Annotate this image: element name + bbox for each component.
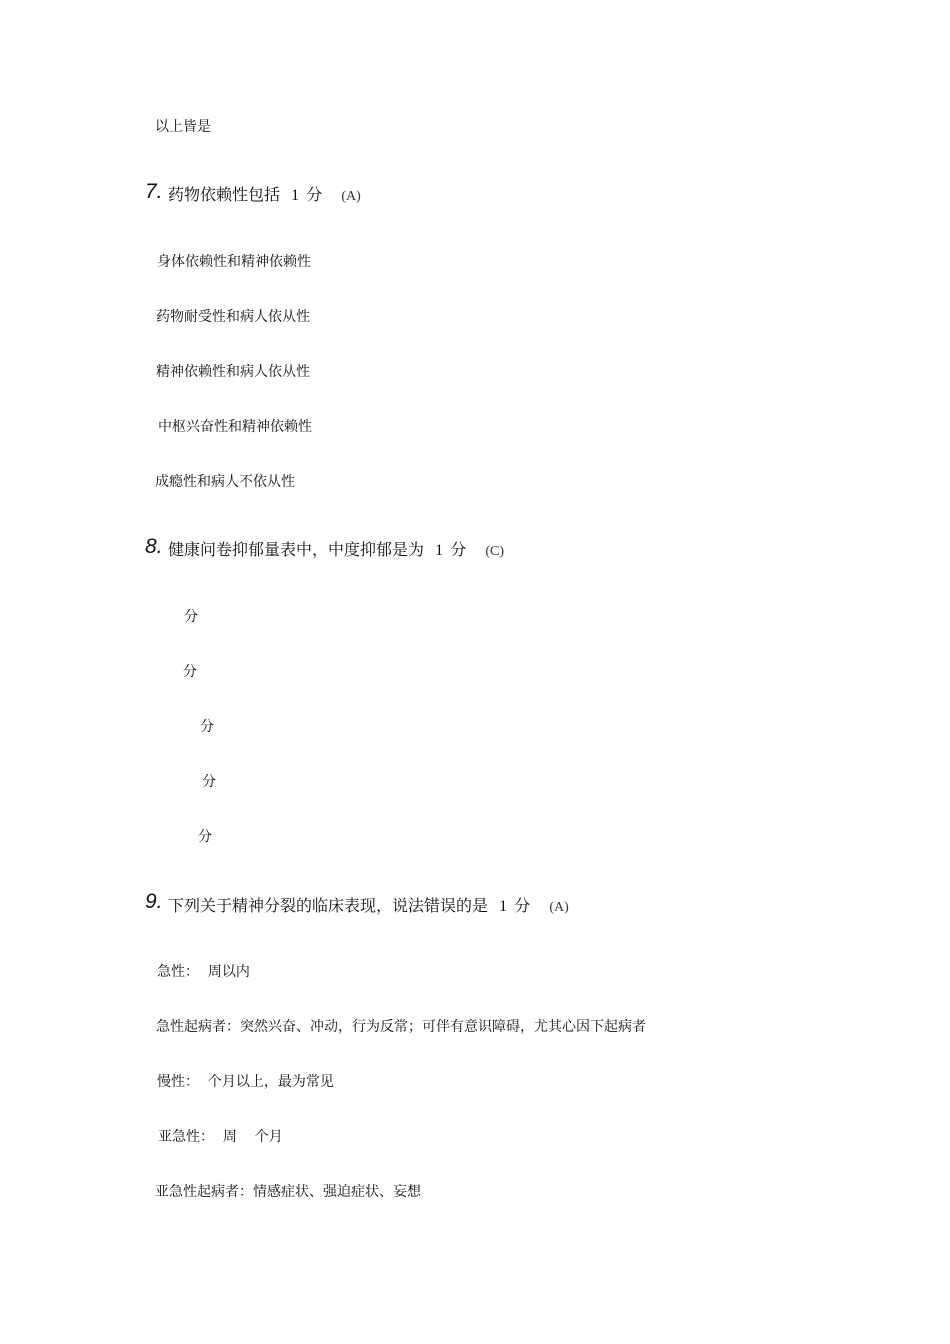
question-text: 药物依赖性包括 (168, 185, 281, 204)
option-item: 分 (202, 774, 216, 790)
points-unit: 分 (514, 896, 531, 915)
answer-key: (C) (485, 544, 504, 559)
option-item: 分 (184, 609, 198, 625)
option-item: 精神依赖性和病人依从性 (156, 364, 310, 380)
points-unit: 分 (306, 185, 323, 204)
answer-key: (A) (549, 900, 569, 915)
question-stem (168, 898, 569, 915)
question-number: 9. (145, 890, 163, 913)
option-item: 分 (200, 719, 214, 735)
option-item: 成瘾性和病人不依从性 (155, 474, 295, 490)
points-number: 1 (291, 187, 300, 204)
question-text: 下列关于精神分裂的临床表现，说法错误的是 (168, 896, 489, 915)
option-text: 以上皆是 (155, 119, 211, 135)
option-item: 中枢兴奋性和精神依赖性 (158, 419, 312, 435)
option-item: 身体依赖性和精神依赖性 (157, 254, 311, 270)
answer-key: (A) (341, 189, 361, 204)
question-number: 8. (145, 535, 163, 558)
question-stem (168, 542, 504, 559)
option-item: 急性： 周以内 (157, 964, 250, 980)
points-number: 1 (435, 542, 444, 559)
option-item: 分 (183, 664, 197, 680)
option-item: 分 (198, 829, 212, 845)
points-unit: 分 (450, 540, 467, 559)
question-number: 7. (145, 180, 163, 203)
points-number: 1 (499, 898, 508, 915)
option-item: 急性起病者：突然兴奋、冲动，行为反常；可伴有意识障碍，尤其心因下起病者 (156, 1019, 646, 1035)
option-item: 药物耐受性和病人依从性 (156, 309, 310, 325)
option-item: 亚急性： 周 个月 (158, 1129, 283, 1145)
option-item: 亚急性起病者：情感症状、强迫症状、妄想 (155, 1184, 421, 1200)
question-stem (168, 187, 361, 204)
question-text: 健康问卷抑郁量表中，中度抑郁是为 (168, 540, 425, 559)
option-item: 慢性： 个月以上，最为常见 (157, 1074, 334, 1090)
